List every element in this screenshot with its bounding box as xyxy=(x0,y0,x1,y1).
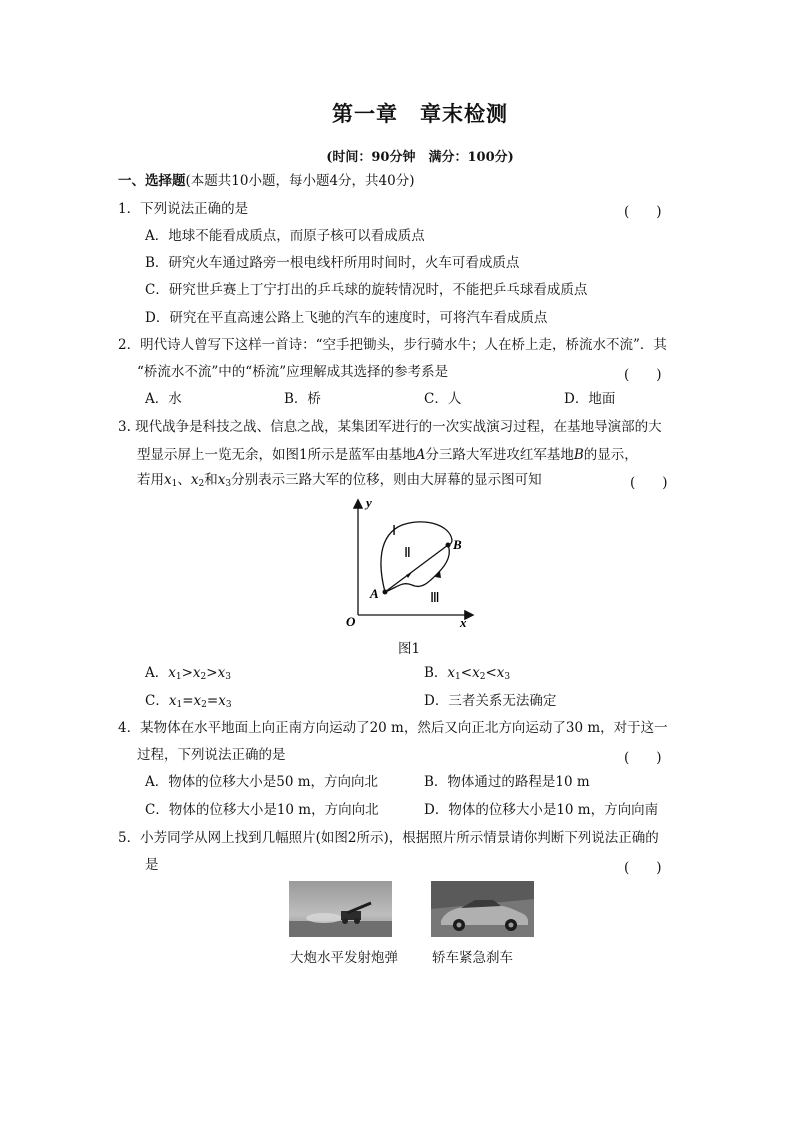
sub-2: 2 xyxy=(479,672,486,682)
eq: = xyxy=(206,693,219,709)
x-axis-label: x xyxy=(460,615,467,630)
q5-stem-line2: 是 xyxy=(145,857,159,873)
sub-2: 2 xyxy=(200,672,207,682)
var-x2: x xyxy=(193,693,202,709)
section-heading xyxy=(118,172,414,190)
photo-car-braking xyxy=(431,881,534,937)
gt: > xyxy=(206,665,218,681)
q3-stem-line1: 3. 现代战争是科技之战、信息之战，某集团军进行的一次实战演习过程，在基地导演部的大 xyxy=(118,419,662,435)
var-x2: x xyxy=(192,665,201,681)
sub-3: 3 xyxy=(225,672,231,682)
q3-option-d: D．三者关系无法确定 xyxy=(424,693,557,709)
q3-line2c: 的显示， xyxy=(583,447,638,463)
q4-option-d: D．物体的位移大小是10 m，方向向南 xyxy=(424,802,659,818)
var-x2: x xyxy=(472,665,480,681)
q1-option-b: B．研究火车通过路旁一根电线杆所用时间时，火车可看成质点 xyxy=(145,255,520,271)
sub-2: 2 xyxy=(198,479,205,489)
q1-option-d: D．研究在平直高速公路上飞驰的汽车的速度时，可将汽车看成质点 xyxy=(145,310,548,326)
sub-3: 3 xyxy=(225,479,232,489)
q2-stem-line1: 2．明代诗人曾写下这样一首诗：“空手把锄头，步行骑水牛；人在桥上走，桥流水不流”．其 xyxy=(118,337,667,353)
exam-info: (时间：90分钟 满分：100分) xyxy=(326,150,514,165)
sep: 、 xyxy=(177,472,191,488)
q3-base-b: B xyxy=(573,447,584,463)
sub-1: 1 xyxy=(175,672,182,682)
sub-2: 2 xyxy=(201,700,207,710)
var-x3: x xyxy=(218,693,226,709)
figure-1-diagram xyxy=(340,495,480,630)
point-b-label: B xyxy=(453,537,462,552)
var-x1: x xyxy=(168,693,177,709)
q4-option-c: C．物体的位移大小是10 m，方向向北 xyxy=(145,802,379,818)
q4-stem-line2: 过程，下列说法正确的是 xyxy=(137,747,286,763)
q1-stem: 1．下列说法正确的是 xyxy=(118,201,249,217)
var-x3: x xyxy=(217,472,226,488)
gt: > xyxy=(181,665,193,681)
q3-stem-line3 xyxy=(137,471,542,493)
q3-option-a xyxy=(145,664,231,686)
var-x3: x xyxy=(217,665,226,681)
q2-option-d: D．地面 xyxy=(564,391,616,407)
figure-1-caption: 图1 xyxy=(398,641,421,657)
page-title: 第一章 章末检测 xyxy=(332,101,508,126)
path-iii-label: Ⅲ xyxy=(430,591,440,606)
q2-option-c: C．人 xyxy=(424,391,462,407)
y-axis-label: y xyxy=(366,495,372,510)
q5-answer-blank: ( ) xyxy=(624,860,662,876)
q2-stem-line2: “桥流水不流”中的“桥流”应理解成其选择的参考系是 xyxy=(137,364,449,380)
option-letter: A． xyxy=(145,665,169,681)
q1-option-a: A．地球不能看成质点，而原子核可以看成质点 xyxy=(145,228,425,244)
photo-cannon-firing xyxy=(289,881,392,937)
photo-cannon-caption: 大炮水平发射炮弹 xyxy=(290,950,398,966)
q4-option-b: B．物体通过的路程是10 m xyxy=(424,774,590,790)
section-heading-bold: 一、选择题 xyxy=(118,173,186,189)
point-a xyxy=(383,590,388,595)
q3-option-c xyxy=(145,692,232,714)
q1-option-c: C．研究世乒赛上丁宁打出的乒乓球的旋转情况时，不能把乒乓球看成质点 xyxy=(145,282,588,298)
q4-stem-line1: 4．某物体在水平地面上向正南方向运动了20 m，然后又向正北方向运动了30 m，对于这一 xyxy=(118,720,668,736)
eq: = xyxy=(182,693,194,709)
origin-label: O xyxy=(346,614,356,629)
q2-option-a: A．水 xyxy=(145,391,182,407)
q3-line3b: 分别表示三路大军的位移，则由大屏幕的显示图可知 xyxy=(231,472,542,488)
q3-stem-line2 xyxy=(137,446,638,464)
sub-1: 1 xyxy=(171,479,178,489)
sub-3: 3 xyxy=(225,700,232,710)
q3-line3a: 若用 xyxy=(137,472,164,488)
point-b xyxy=(446,543,451,548)
sep: 和 xyxy=(204,472,218,488)
q2-answer-blank: ( ) xyxy=(624,367,662,383)
q3-line2a: 型显示屏上一览无余，如图1所示是蓝军由基地 xyxy=(137,447,416,463)
var-x1: x xyxy=(168,665,176,681)
var-x1: x xyxy=(164,472,172,488)
path-ii-arrow xyxy=(406,572,412,578)
option-letter: B． xyxy=(424,665,448,681)
path-ii-label: Ⅱ xyxy=(404,546,411,561)
var-x1: x xyxy=(447,665,456,681)
q5-stem-line1: 5．小芳同学从网上找到几幅照片(如图2所示)，根据照片所示情景请你判断下列说法正确的 xyxy=(118,830,659,846)
sub-1: 1 xyxy=(455,672,461,682)
path-i-label: Ⅰ xyxy=(392,524,397,539)
photo-car-caption: 轿车紧急刹车 xyxy=(432,950,513,966)
q3-line2b: 分三路大军进攻红军基地 xyxy=(425,447,574,463)
point-a-label: A xyxy=(370,586,379,601)
q1-answer-blank: ( ) xyxy=(624,204,662,220)
sub-3: 3 xyxy=(504,672,511,682)
q3-option-b xyxy=(424,664,510,686)
section-heading-rest: (本题共10小题，每小题4分，共40分) xyxy=(185,173,415,189)
sub-1: 1 xyxy=(176,700,183,710)
lt: < xyxy=(460,665,473,681)
lt: < xyxy=(485,665,497,681)
var-x3: x xyxy=(496,665,505,681)
option-letter: C． xyxy=(145,693,169,709)
q2-option-b: B．桥 xyxy=(284,391,321,407)
q4-answer-blank: ( ) xyxy=(624,750,662,766)
var-x2: x xyxy=(190,472,199,488)
q3-answer-blank: ( ) xyxy=(630,475,668,491)
q4-option-a: A．物体的位移大小是50 m，方向向北 xyxy=(145,774,379,790)
q3-base-a: A xyxy=(415,447,426,463)
path-ii xyxy=(385,545,448,592)
